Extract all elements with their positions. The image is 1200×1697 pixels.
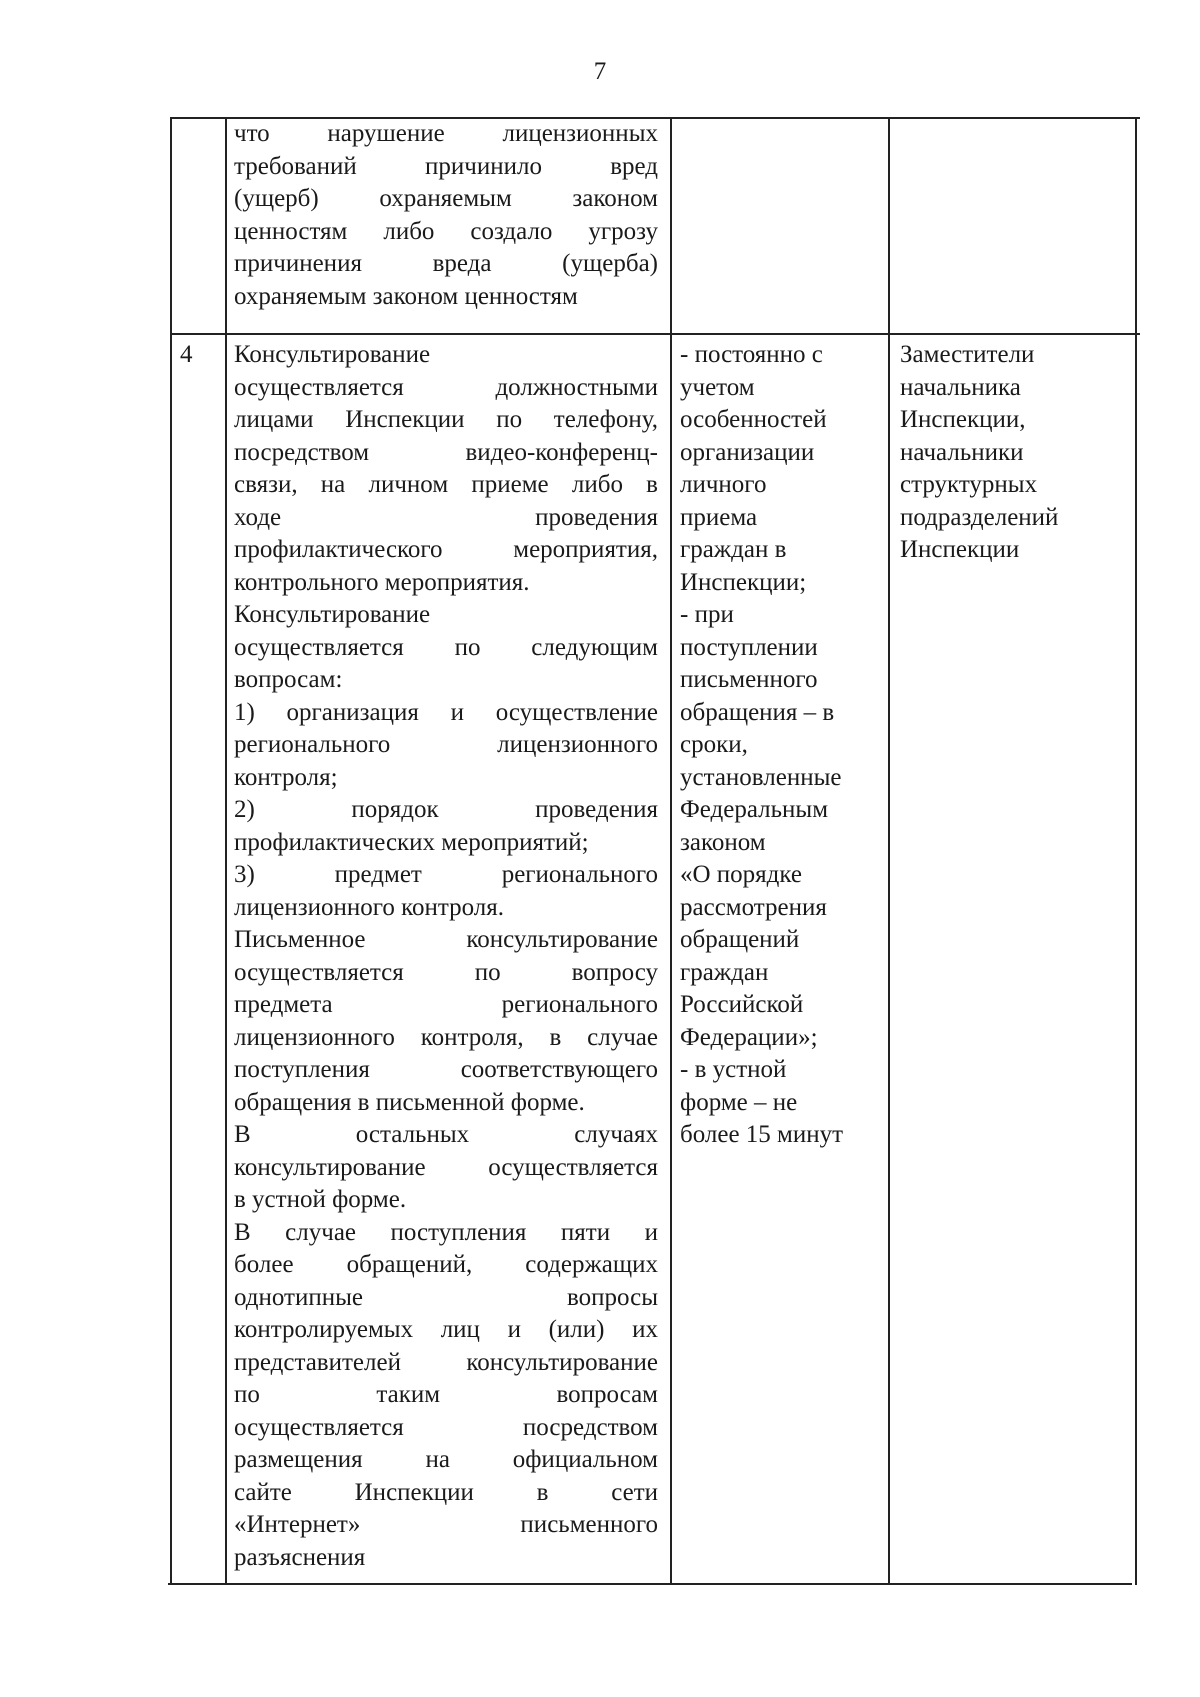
- text-line: обращения – в: [680, 698, 835, 726]
- text-line: рассмотрения: [680, 893, 827, 921]
- text-line: ценностям либо создало угрозу: [234, 217, 658, 245]
- text-line: 2) порядок проведения: [234, 796, 658, 823]
- text-line: лицензионного контроля.: [234, 893, 504, 921]
- text-line: установленные: [680, 763, 842, 791]
- text-line: приема: [680, 503, 758, 531]
- table-right-border: [1135, 117, 1137, 1585]
- text-line: В случае поступления пяти и: [234, 1218, 658, 1246]
- text-line: ходе проведения: [234, 503, 658, 531]
- text-line: причинения вреда (ущерба): [234, 250, 658, 277]
- text-line: разъяснения: [234, 1543, 366, 1571]
- text-line: обращения в письменной форме.: [234, 1088, 585, 1116]
- text-line: обращений: [680, 926, 800, 953]
- row-4-term: [680, 339, 880, 1152]
- row-number-text: 4: [180, 341, 193, 368]
- row-number: [180, 339, 210, 372]
- text-line: вопросам:: [234, 666, 343, 693]
- text-line: регионального лицензионного: [234, 731, 658, 758]
- text-line: начальники: [900, 438, 1024, 466]
- text-line: граждан: [680, 958, 769, 986]
- text-line: контролируемых лиц и (или) их: [234, 1316, 658, 1343]
- table-left-border: [170, 117, 172, 1585]
- text-line: Консультирование: [234, 341, 431, 368]
- table-row-divider: [170, 333, 1140, 335]
- text-line: Федеральным: [680, 796, 829, 823]
- text-line: личного: [680, 471, 767, 498]
- text-line: связи, на личном приеме либо в: [234, 471, 658, 498]
- table-column-divider: [670, 117, 672, 1585]
- text-line: Инспекции: [900, 536, 1020, 563]
- text-line: представителей консультирование: [234, 1348, 658, 1376]
- text-line: - при: [680, 601, 734, 628]
- text-line: профилактического мероприятия,: [234, 536, 658, 563]
- text-line: осуществляется должностными: [234, 373, 658, 401]
- text-line: учетом: [680, 373, 755, 401]
- text-line: поступлении: [680, 633, 818, 661]
- text-line: 3) предмет регионального: [234, 861, 658, 888]
- text-line: письменного: [680, 666, 818, 693]
- text-line: размещения на официальном: [234, 1446, 658, 1473]
- text-line: подразделений: [900, 503, 1059, 531]
- text-line: что нарушение лицензионных: [234, 120, 658, 147]
- text-line: более 15 минут: [680, 1121, 844, 1148]
- table-column-divider: [225, 117, 227, 1585]
- text-line: осуществляется посредством: [234, 1413, 658, 1441]
- text-line: Письменное консультирование: [234, 926, 658, 953]
- text-line: однотипные вопросы: [234, 1283, 658, 1311]
- text-line: Инспекции;: [680, 568, 807, 596]
- text-line: 1) организация и осуществление: [234, 698, 658, 726]
- text-line: более обращений, содержащих: [234, 1251, 658, 1278]
- text-line: - постоянно с: [680, 341, 823, 368]
- text-line: форме – не: [680, 1088, 798, 1116]
- text-line: охраняемым законом ценностям: [234, 282, 578, 310]
- table-column-divider: [888, 117, 890, 1585]
- text-line: поступления соответствующего: [234, 1056, 658, 1083]
- text-line: сайте Инспекции в сети: [234, 1478, 658, 1506]
- text-line: «О порядке: [680, 861, 803, 888]
- row-4-content: [234, 339, 658, 1574]
- table-bottom-border: [168, 1583, 1132, 1585]
- text-line: законом: [680, 828, 766, 856]
- row-4-responsible: [900, 339, 1100, 567]
- text-line: особенностей: [680, 406, 827, 433]
- text-line: по таким вопросам: [234, 1381, 658, 1408]
- text-line: «Интернет» письменного: [234, 1511, 658, 1538]
- text-line: граждан в: [680, 536, 787, 563]
- text-line: в устной форме.: [234, 1186, 407, 1213]
- text-line: сроки,: [680, 731, 748, 758]
- page-number: 7: [593, 58, 607, 85]
- text-line: посредством видео-конференц-: [234, 438, 658, 466]
- text-line: В остальных случаях: [234, 1121, 658, 1148]
- text-line: лицами Инспекции по телефону,: [234, 406, 658, 433]
- text-line: Консультирование: [234, 601, 431, 628]
- text-line: Заместители: [900, 341, 1035, 368]
- text-line: организации: [680, 438, 815, 466]
- text-line: контрольного мероприятия.: [234, 568, 530, 596]
- text-line: структурных: [900, 471, 1038, 498]
- text-line: начальника: [900, 373, 1021, 401]
- text-line: осуществляется по вопросу: [234, 958, 658, 986]
- continued-row-text: [234, 118, 658, 313]
- text-line: профилактических мероприятий;: [234, 828, 589, 856]
- text-line: консультирование осуществляется: [234, 1153, 658, 1181]
- text-line: Российской: [680, 991, 804, 1018]
- text-line: Федерации»;: [680, 1023, 818, 1051]
- text-line: осуществляется по следующим: [234, 633, 658, 661]
- text-line: (ущерб) охраняемым законом: [234, 185, 658, 212]
- text-line: контроля;: [234, 763, 338, 791]
- text-line: предмета регионального: [234, 991, 658, 1018]
- text-line: - в устной: [680, 1056, 787, 1083]
- text-line: лицензионного контроля, в случае: [234, 1023, 658, 1051]
- text-line: требований причинило вред: [234, 152, 658, 180]
- text-line: Инспекции,: [900, 406, 1026, 433]
